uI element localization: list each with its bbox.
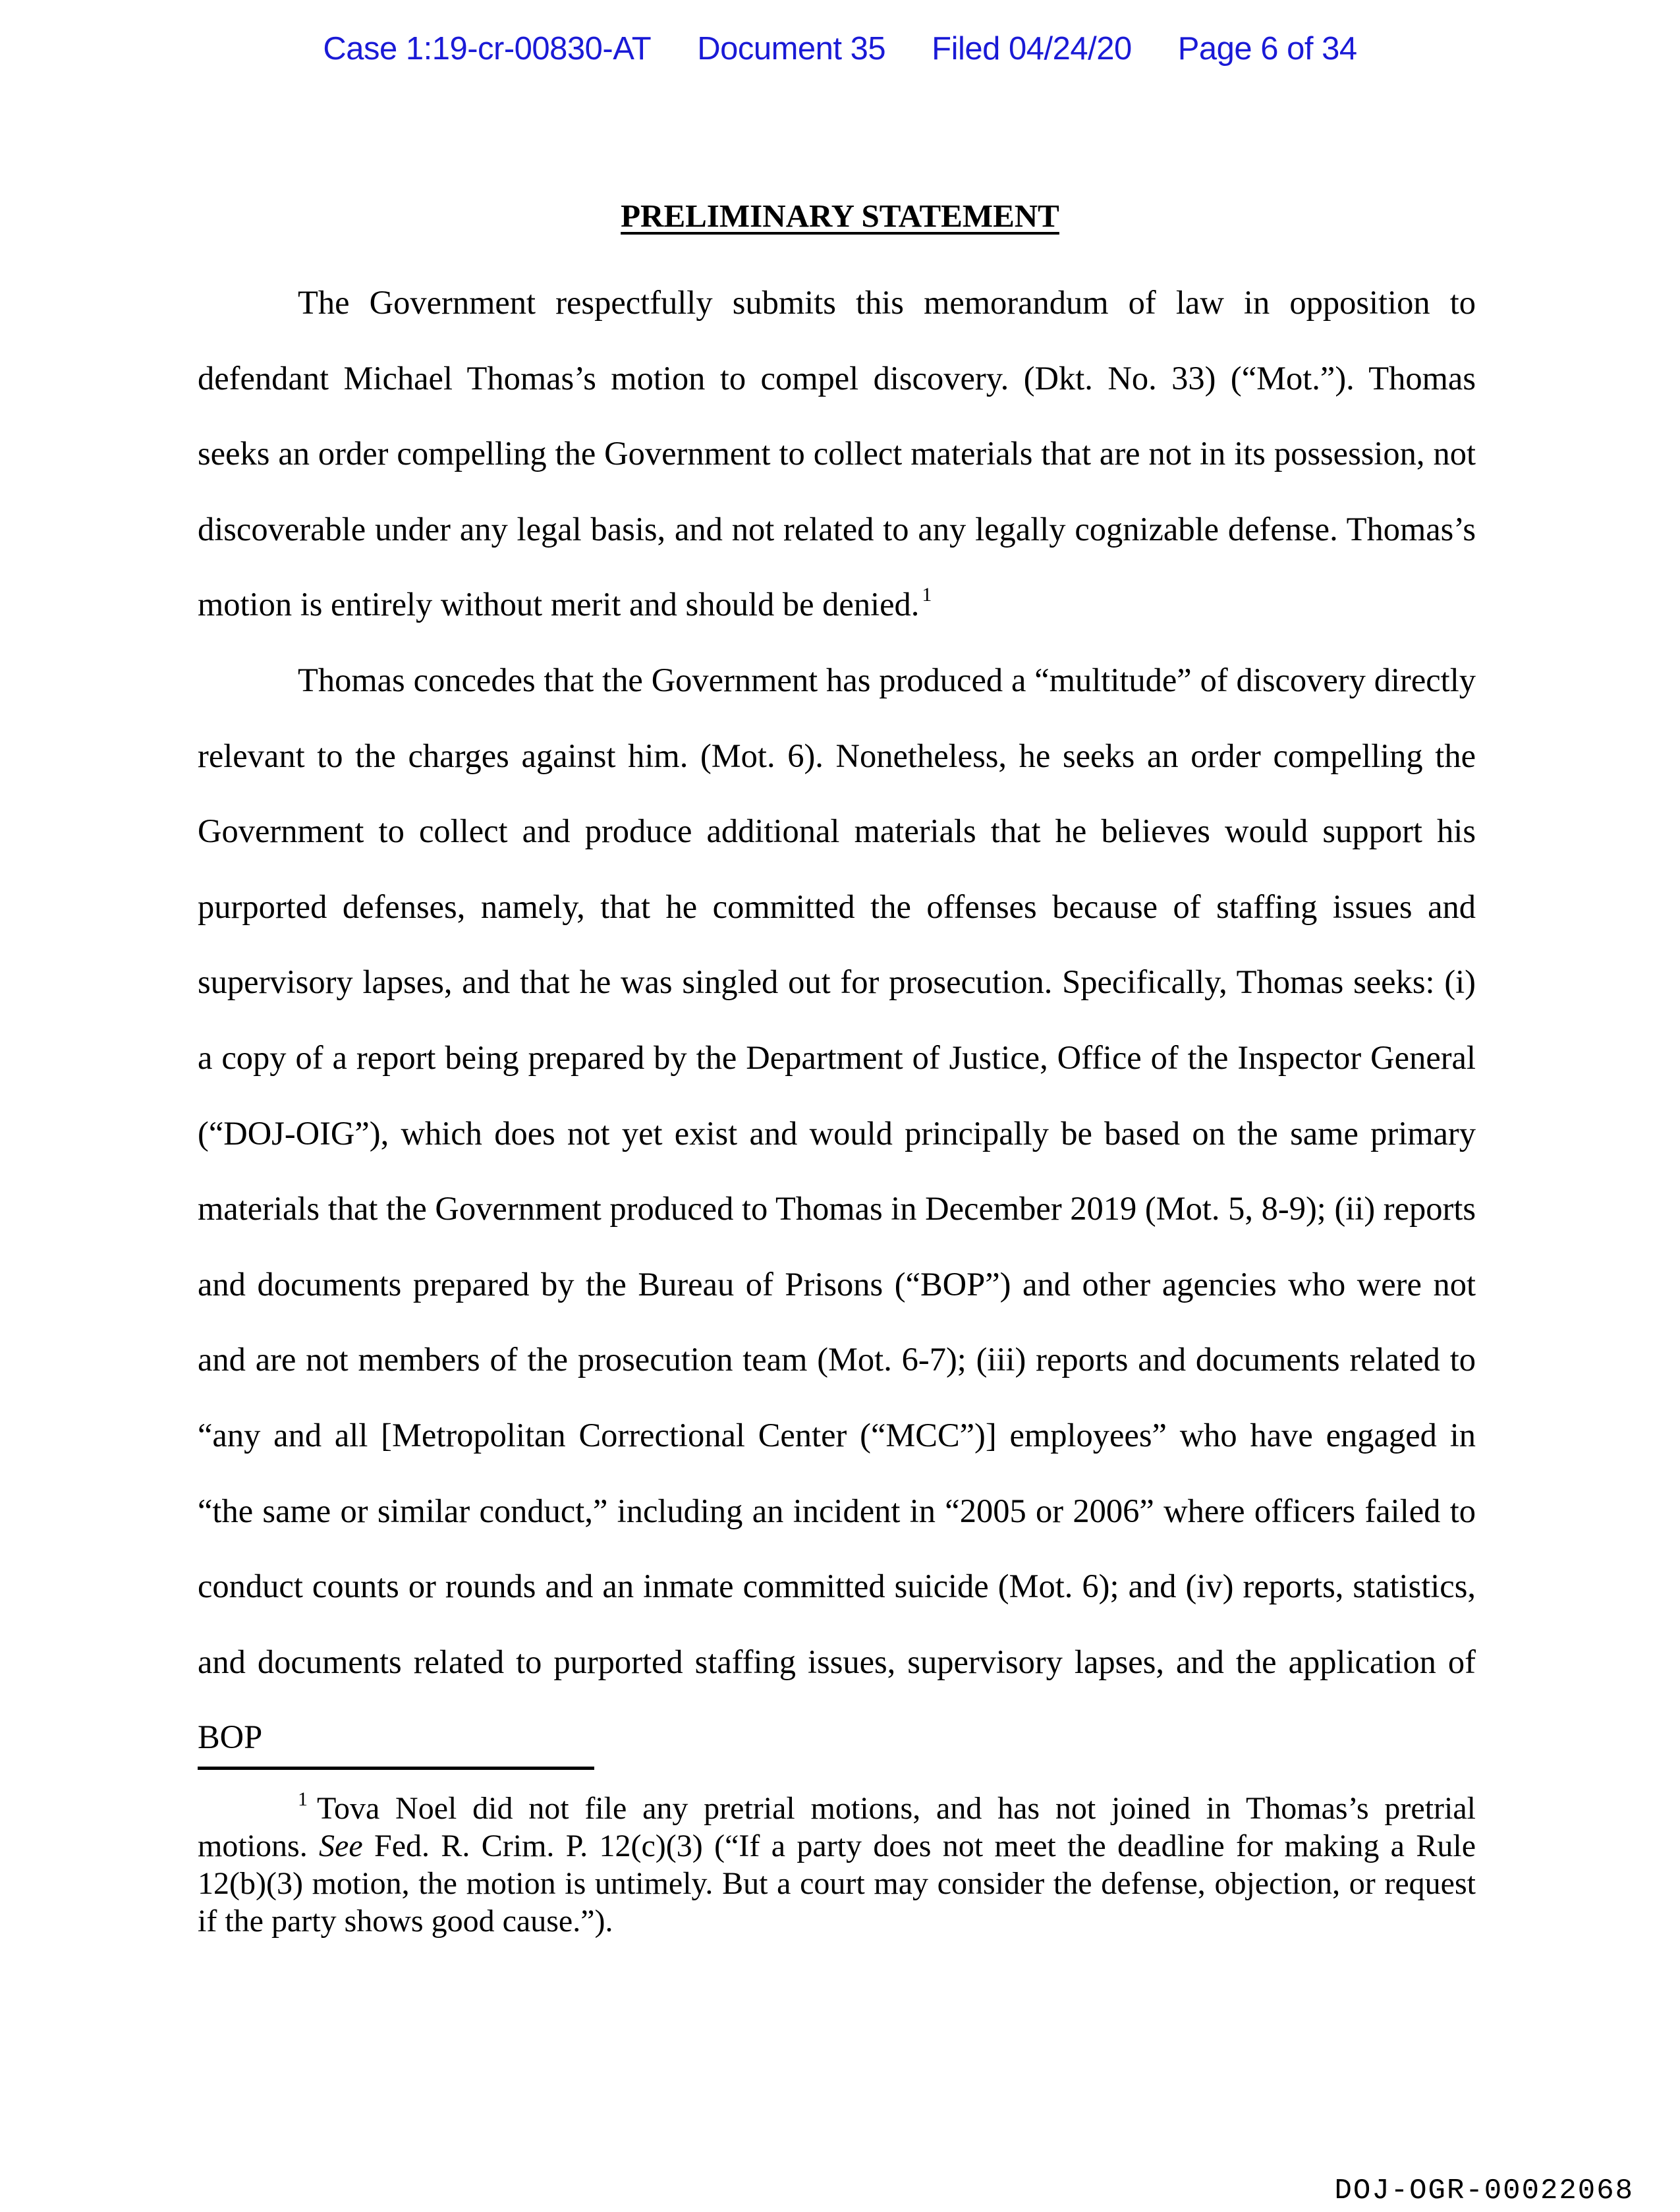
footnote-separator (198, 1767, 594, 1770)
footnote-text-b: Fed. R. Crim. P. 12(c)(3) (“If a party does not meet the deadline for making a Rule 12(b)(3) motion, the motion is untimely. But a court may consider the defense, objection, or request if the party shows good cause.”). (198, 1829, 1476, 1939)
body-text (198, 265, 1476, 1775)
section-heading (0, 196, 1680, 236)
footnote-text-a: Tova Noel did not file any pretrial motions, and has not joined in Thomas’s pretrial motions. (198, 1791, 1476, 1863)
paragraph-1 (198, 265, 1476, 642)
ecf-header (0, 29, 1680, 69)
bates-number: DOJ-OGR-00022068 (1334, 2174, 1634, 2207)
paragraph-2-text: Thomas concedes that the Government has produced a “multitude” of discovery directly relevant to the charges against him. (Mot. 6). Nonetheless, he seeks an order compelling the Government to collect and produce additional materials that he believes would support his purported defenses, namely, that he committed the offenses because of staffing issues and supervisory lapses, and that he was singled out for prosecution. Specifically, Thomas seeks: (i) a copy of a report being prepared by the Department of Justice, Office of the Inspector General (“DOJ-OIG”), which does not yet exist and would principally be based on the same primary materials that the Government produced to Thomas in December 2019 (Mot. 5, 8-9); (ii) reports and documents prepared by the Bureau of Prisons (“BOP”) and other agencies who were not and are not members of the prosecution team (Mot. 6-7); (iii) reports and documents related to “any and all [Metropolitan Correctional Center (“MCC”)] employees” who have engaged in “the same or similar conduct,” including an incident in “2005 or 2006” where officers failed to conduct counts or rounds and an inmate committed suicide (Mot. 6); and (iv) reports, statistics, and documents related to purported staffing issues, supervisory lapses, and the application of BOP (198, 661, 1476, 1756)
footnote-signal-italic: See (319, 1829, 363, 1863)
paragraph-1-text: The Government respectfully submits this memorandum of law in opposition to defendant Michael Thomas’s motion to compel discovery. (Dkt. No. 33) (“Mot.”). Thomas seeks an order compelling the Government to collect materials that are not in its possession, not discoverable under any legal basis, and not related to any legally cognizable defense. Thomas’s motion is entirely without merit and should be denied. (198, 284, 1476, 623)
document-number: Document 35 (697, 31, 886, 67)
case-number: Case 1:19-cr-00830-AT (323, 31, 652, 67)
filed-date: Filed 04/24/20 (932, 31, 1132, 67)
footnote-reference[interactable]: 1 (922, 584, 932, 606)
paragraph-2 (198, 642, 1476, 1775)
footnote-number: 1 (298, 1788, 308, 1810)
section-heading-text: PRELIMINARY STATEMENT (621, 198, 1059, 234)
footnote-1 (198, 1790, 1476, 1940)
page-number: Page 6 of 34 (1177, 31, 1357, 67)
